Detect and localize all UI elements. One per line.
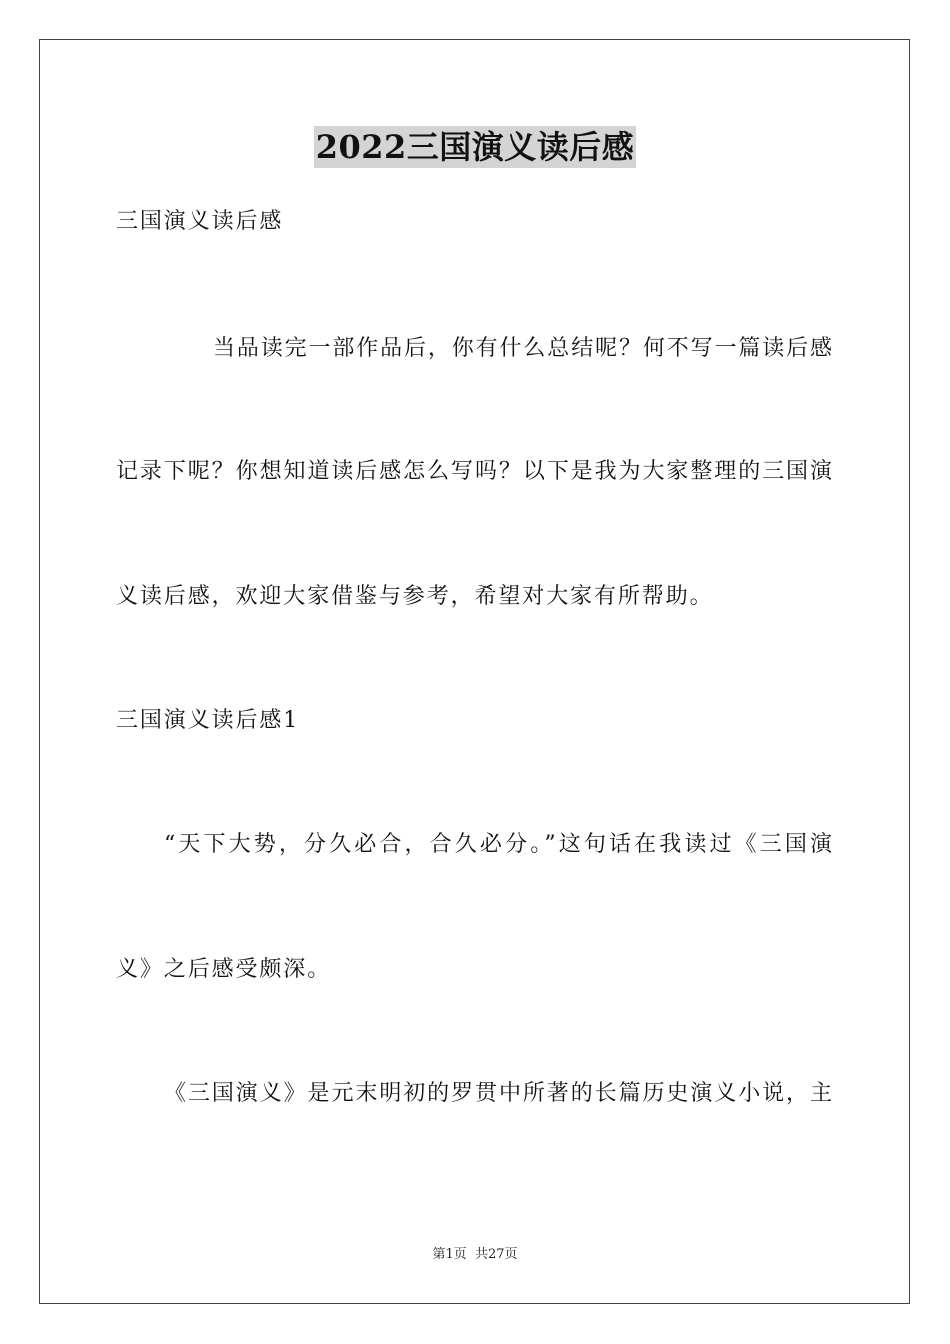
paragraph-line: “天下大势，分久必合，合久必分。”这句话在我读过《三国演 bbox=[164, 832, 832, 857]
paragraph-line: 义》之后感受颇深。 bbox=[116, 957, 332, 982]
title-container bbox=[0, 126, 950, 168]
paragraph-line: 义读后感，欢迎大家借鉴与参考，希望对大家有所帮助。 bbox=[116, 584, 714, 609]
page-footer bbox=[0, 1246, 950, 1264]
document-title: 2022三国演义读后感 bbox=[315, 128, 635, 166]
page-total: 共27页 bbox=[474, 1247, 518, 1262]
paragraph-line: 记录下呢？你想知道读后感怎么写吗？以下是我为大家整理的三国演 bbox=[116, 459, 832, 484]
page-number: 第1页 bbox=[432, 1247, 467, 1262]
paragraph-line: 当品读完一部作品后，你有什么总结呢？何不写一篇读后感 bbox=[213, 336, 832, 361]
paragraph-line: 《三国演义》是元末明初的罗贯中所著的长篇历史演义小说，主 bbox=[164, 1081, 832, 1106]
section-heading: 三国演义读后感1 bbox=[116, 708, 300, 733]
heading-line: 三国演义读后感 bbox=[116, 209, 284, 234]
